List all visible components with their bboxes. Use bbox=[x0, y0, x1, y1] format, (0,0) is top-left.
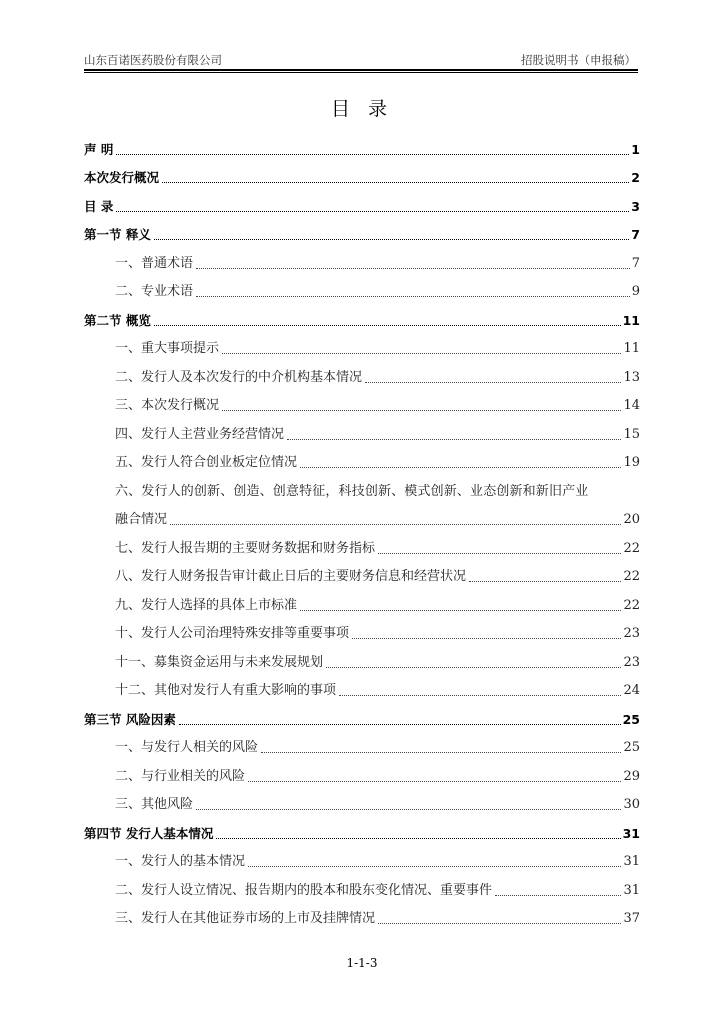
toc-entry-page: 22 bbox=[623, 597, 640, 613]
toc-entry-label: 融合情况 bbox=[115, 512, 168, 527]
toc-entry-page: 37 bbox=[623, 911, 640, 926]
toc-section-entry[interactable] bbox=[84, 187, 640, 216]
toc-entry-page: 11 bbox=[622, 312, 640, 328]
toc-entry-page: 31 bbox=[622, 825, 640, 841]
toc-entry-label: 二、发行人设立情况、报告期内的股本和股东变化情况、重要事件 bbox=[115, 882, 493, 898]
toc-entry-page: 30 bbox=[623, 797, 640, 812]
toc-entry-label: 七、发行人报告期的主要财务数据和财务指标 bbox=[115, 540, 376, 556]
toc-dot-leader bbox=[222, 409, 621, 411]
toc-entry-label: 一、与发行人相关的风险 bbox=[115, 740, 259, 755]
toc-subsection-entry[interactable] bbox=[84, 444, 640, 473]
toc-entry-label: 四、发行人主营业务经营情况 bbox=[115, 426, 285, 442]
toc-dot-leader bbox=[469, 580, 621, 582]
toc-dot-leader bbox=[196, 267, 630, 269]
toc-entry-page: 9 bbox=[631, 284, 640, 299]
toc-entry-label: 二、与行业相关的风险 bbox=[115, 768, 246, 784]
toc-dot-leader bbox=[339, 694, 621, 696]
toc-dot-leader bbox=[261, 751, 621, 753]
toc-dot-leader bbox=[216, 837, 620, 839]
toc-entry-page: 29 bbox=[623, 768, 640, 784]
toc-subsection-entry[interactable] bbox=[84, 387, 640, 416]
toc-subsection-entry[interactable] bbox=[84, 615, 640, 644]
toc-entry-label: 第二节 概览 bbox=[84, 312, 151, 328]
toc-entry-label: 六、发行人的创新、创造、创意特征，科技创新、模式创新、业态创新和新旧产业 bbox=[115, 483, 589, 499]
toc-entry-page: 23 bbox=[623, 626, 640, 641]
toc-entry-page: 2 bbox=[631, 170, 640, 185]
toc-subsection-entry[interactable] bbox=[84, 672, 640, 701]
toc-dot-leader bbox=[378, 922, 621, 924]
toc-dot-leader bbox=[248, 780, 621, 782]
toc-entry-page: 15 bbox=[623, 426, 640, 442]
toc-entry-page: 20 bbox=[623, 512, 640, 527]
toc-subsection-entry[interactable] bbox=[84, 729, 640, 758]
table-of-contents bbox=[84, 130, 640, 928]
toc-dot-leader bbox=[352, 637, 621, 639]
toc-entry-label: 本次发行概况 bbox=[84, 170, 160, 185]
toc-subsection-entry[interactable] bbox=[84, 244, 640, 273]
toc-entry-page: 7 bbox=[631, 227, 640, 242]
toc-dot-leader bbox=[196, 808, 621, 810]
header-rule-thick bbox=[84, 69, 638, 71]
toc-entry-page: 19 bbox=[623, 455, 640, 470]
toc-subsection-entry[interactable] bbox=[84, 472, 640, 501]
toc-entry-label: 三、发行人在其他证券市场的上市及挂牌情况 bbox=[115, 911, 376, 926]
toc-dot-leader bbox=[170, 523, 621, 525]
toc-section-entry[interactable] bbox=[84, 216, 640, 245]
toc-dot-leader bbox=[154, 238, 629, 240]
toc-subsection-entry[interactable] bbox=[84, 786, 640, 815]
toc-entry-page: 24 bbox=[623, 683, 640, 698]
toc-entry-page: 31 bbox=[623, 882, 640, 898]
toc-subsection-entry[interactable] bbox=[84, 643, 640, 672]
toc-section-entry[interactable] bbox=[84, 814, 640, 843]
toc-dot-leader bbox=[287, 438, 621, 440]
toc-subsection-entry[interactable] bbox=[84, 843, 640, 872]
header-rule-thin bbox=[84, 72, 638, 73]
toc-dot-leader bbox=[248, 865, 621, 867]
toc-dot-leader bbox=[365, 381, 621, 383]
toc-dot-leader bbox=[378, 552, 621, 554]
toc-entry-page: 1 bbox=[631, 141, 640, 157]
toc-dot-leader bbox=[300, 609, 621, 611]
toc-entry-page: 25 bbox=[623, 740, 640, 755]
toc-subsection-entry[interactable] bbox=[84, 501, 640, 530]
page-header bbox=[84, 50, 638, 70]
toc-entry-label: 一、重大事项提示 bbox=[115, 341, 220, 356]
toc-dot-leader bbox=[162, 181, 629, 183]
toc-dot-leader bbox=[495, 894, 621, 896]
toc-section-entry[interactable] bbox=[84, 301, 640, 330]
toc-entry-label: 十一、募集资金运用与未来发展规划 bbox=[115, 654, 324, 670]
toc-dot-leader bbox=[154, 324, 621, 326]
toc-section-entry[interactable] bbox=[84, 700, 640, 729]
toc-entry-label: 三、其他风险 bbox=[115, 797, 194, 812]
toc-entry-page: 13 bbox=[623, 369, 640, 385]
toc-entry-page: 11 bbox=[623, 341, 640, 356]
toc-entry-label: 五、发行人符合创业板定位情况 bbox=[115, 455, 298, 470]
toc-entry-page: 22 bbox=[623, 569, 640, 584]
toc-dot-leader bbox=[179, 723, 621, 725]
toc-entry-label: 九、发行人选择的具体上市标准 bbox=[115, 597, 298, 613]
toc-subsection-entry[interactable] bbox=[84, 900, 640, 929]
toc-subsection-entry[interactable] bbox=[84, 871, 640, 900]
toc-entry-page: 22 bbox=[623, 540, 640, 556]
toc-subsection-entry[interactable] bbox=[84, 558, 640, 587]
toc-subsection-entry[interactable] bbox=[84, 273, 640, 302]
toc-section-entry[interactable] bbox=[84, 130, 640, 159]
page-number: 1-1-3 bbox=[346, 956, 378, 970]
toc-subsection-entry[interactable] bbox=[84, 330, 640, 359]
toc-dot-leader bbox=[222, 352, 621, 354]
toc-entry-page: 14 bbox=[623, 398, 640, 413]
toc-entry-label: 一、普通术语 bbox=[115, 255, 194, 271]
toc-dot-leader bbox=[116, 210, 629, 212]
toc-subsection-entry[interactable] bbox=[84, 757, 640, 786]
toc-entry-label: 三、本次发行概况 bbox=[115, 398, 220, 413]
toc-dot-leader bbox=[116, 153, 629, 155]
toc-entry-label: 声 明 bbox=[84, 141, 114, 157]
header-document-title: 招股说明书（申报稿） bbox=[521, 53, 636, 67]
toc-entry-page: 7 bbox=[631, 255, 640, 271]
toc-entry-label: 第四节 发行人基本情况 bbox=[84, 825, 214, 841]
toc-entry-label: 第三节 风险因素 bbox=[84, 711, 176, 727]
header-company: 山东百诺医药股份有限公司 bbox=[84, 53, 222, 67]
toc-entry-label: 目 录 bbox=[84, 198, 114, 214]
toc-entry-label: 八、发行人财务报告审计截止日后的主要财务信息和经营状况 bbox=[115, 569, 467, 584]
page-title: 目 录 bbox=[330, 98, 394, 120]
toc-dot-leader bbox=[326, 666, 621, 668]
toc-dot-leader bbox=[300, 466, 621, 468]
toc-entry-label: 十、发行人公司治理特殊安排等重要事项 bbox=[115, 626, 350, 641]
toc-entry-label: 一、发行人的基本情况 bbox=[115, 854, 246, 869]
toc-entry-label: 十二、其他对发行人有重大影响的事项 bbox=[115, 683, 337, 698]
toc-section-entry[interactable] bbox=[84, 159, 640, 188]
toc-entry-page: 25 bbox=[622, 711, 640, 727]
toc-entry-page: 3 bbox=[631, 198, 640, 214]
toc-subsection-entry[interactable] bbox=[84, 415, 640, 444]
toc-entry-page: 23 bbox=[623, 654, 640, 670]
toc-subsection-entry[interactable] bbox=[84, 586, 640, 615]
toc-subsection-entry[interactable] bbox=[84, 358, 640, 387]
toc-dot-leader bbox=[196, 295, 630, 297]
toc-entry-page: 31 bbox=[623, 854, 640, 869]
toc-entry-label: 二、专业术语 bbox=[115, 284, 194, 299]
toc-entry-label: 二、发行人及本次发行的中介机构基本情况 bbox=[115, 369, 363, 385]
toc-subsection-entry[interactable] bbox=[84, 529, 640, 558]
toc-entry-label: 第一节 释义 bbox=[84, 227, 151, 242]
